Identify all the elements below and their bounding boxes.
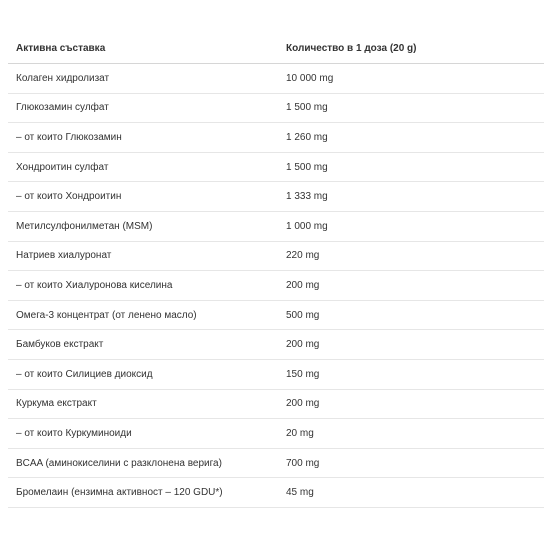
ingredient-amount: 1 500 mg [286,161,328,173]
ingredient-name: – от които Хондроитин [16,191,122,203]
ingredient-amount: 500 mg [286,309,320,321]
ingredient-name: BCAA (аминокиселини с разклонена верига) [16,457,222,469]
ingredient-amount: 20 mg [286,427,314,439]
ingredient-amount: 200 mg [286,279,320,291]
table-row [8,478,544,508]
ingredient-name: Омега-3 концентрат (от ленено масло) [16,309,197,321]
table-body [8,64,544,508]
table-row [8,419,544,449]
table-row [8,153,544,183]
table-row [8,64,544,94]
ingredient-amount: 10 000 mg [286,72,334,84]
ingredient-name: Бромелаин (ензимна активност – 120 GDU*) [16,487,223,499]
table-row [8,242,544,272]
ingredient-amount: 1 500 mg [286,102,328,114]
ingredient-name: Натриев хиалуронат [16,250,112,262]
ingredient-name: – от които Силициев диоксид [16,368,153,380]
ingredient-name: Колаген хидролизат [16,72,110,84]
table-row [8,360,544,390]
ingredient-name: Хондроитин сулфат [16,161,109,173]
ingredient-amount: 1 333 mg [286,191,328,203]
ingredient-amount: 45 mg [286,487,314,499]
ingredient-amount: 200 mg [286,398,320,410]
table-header-row [8,34,544,64]
table-row [8,182,544,212]
table-row [8,330,544,360]
ingredient-name: Бамбуков екстракт [16,339,104,351]
ingredients-table [8,34,544,508]
ingredient-amount: 1 000 mg [286,220,328,232]
header-ingredient: Активна съставка [16,43,106,54]
table-row [8,123,544,153]
ingredient-name: – от които Глюкозамин [16,131,122,143]
table-row [8,390,544,420]
ingredient-amount: 700 mg [286,457,320,469]
ingredient-amount: 1 260 mg [286,131,328,143]
ingredient-name: Глюкозамин сулфат [16,102,109,114]
table-row [8,301,544,331]
table-row [8,449,544,479]
ingredient-name: – от които Куркуминоиди [16,427,132,439]
table-row [8,271,544,301]
header-amount: Количество в 1 доза (20 g) [286,43,417,54]
ingredient-name: – от които Хиалуронова киселина [16,279,173,291]
table-row [8,212,544,242]
ingredient-amount: 220 mg [286,250,320,262]
ingredient-name: Метилсулфонилметан (MSM) [16,220,153,232]
ingredient-name: Куркума екстракт [16,398,97,410]
table-row [8,94,544,124]
ingredient-amount: 200 mg [286,339,320,351]
ingredient-amount: 150 mg [286,368,320,380]
